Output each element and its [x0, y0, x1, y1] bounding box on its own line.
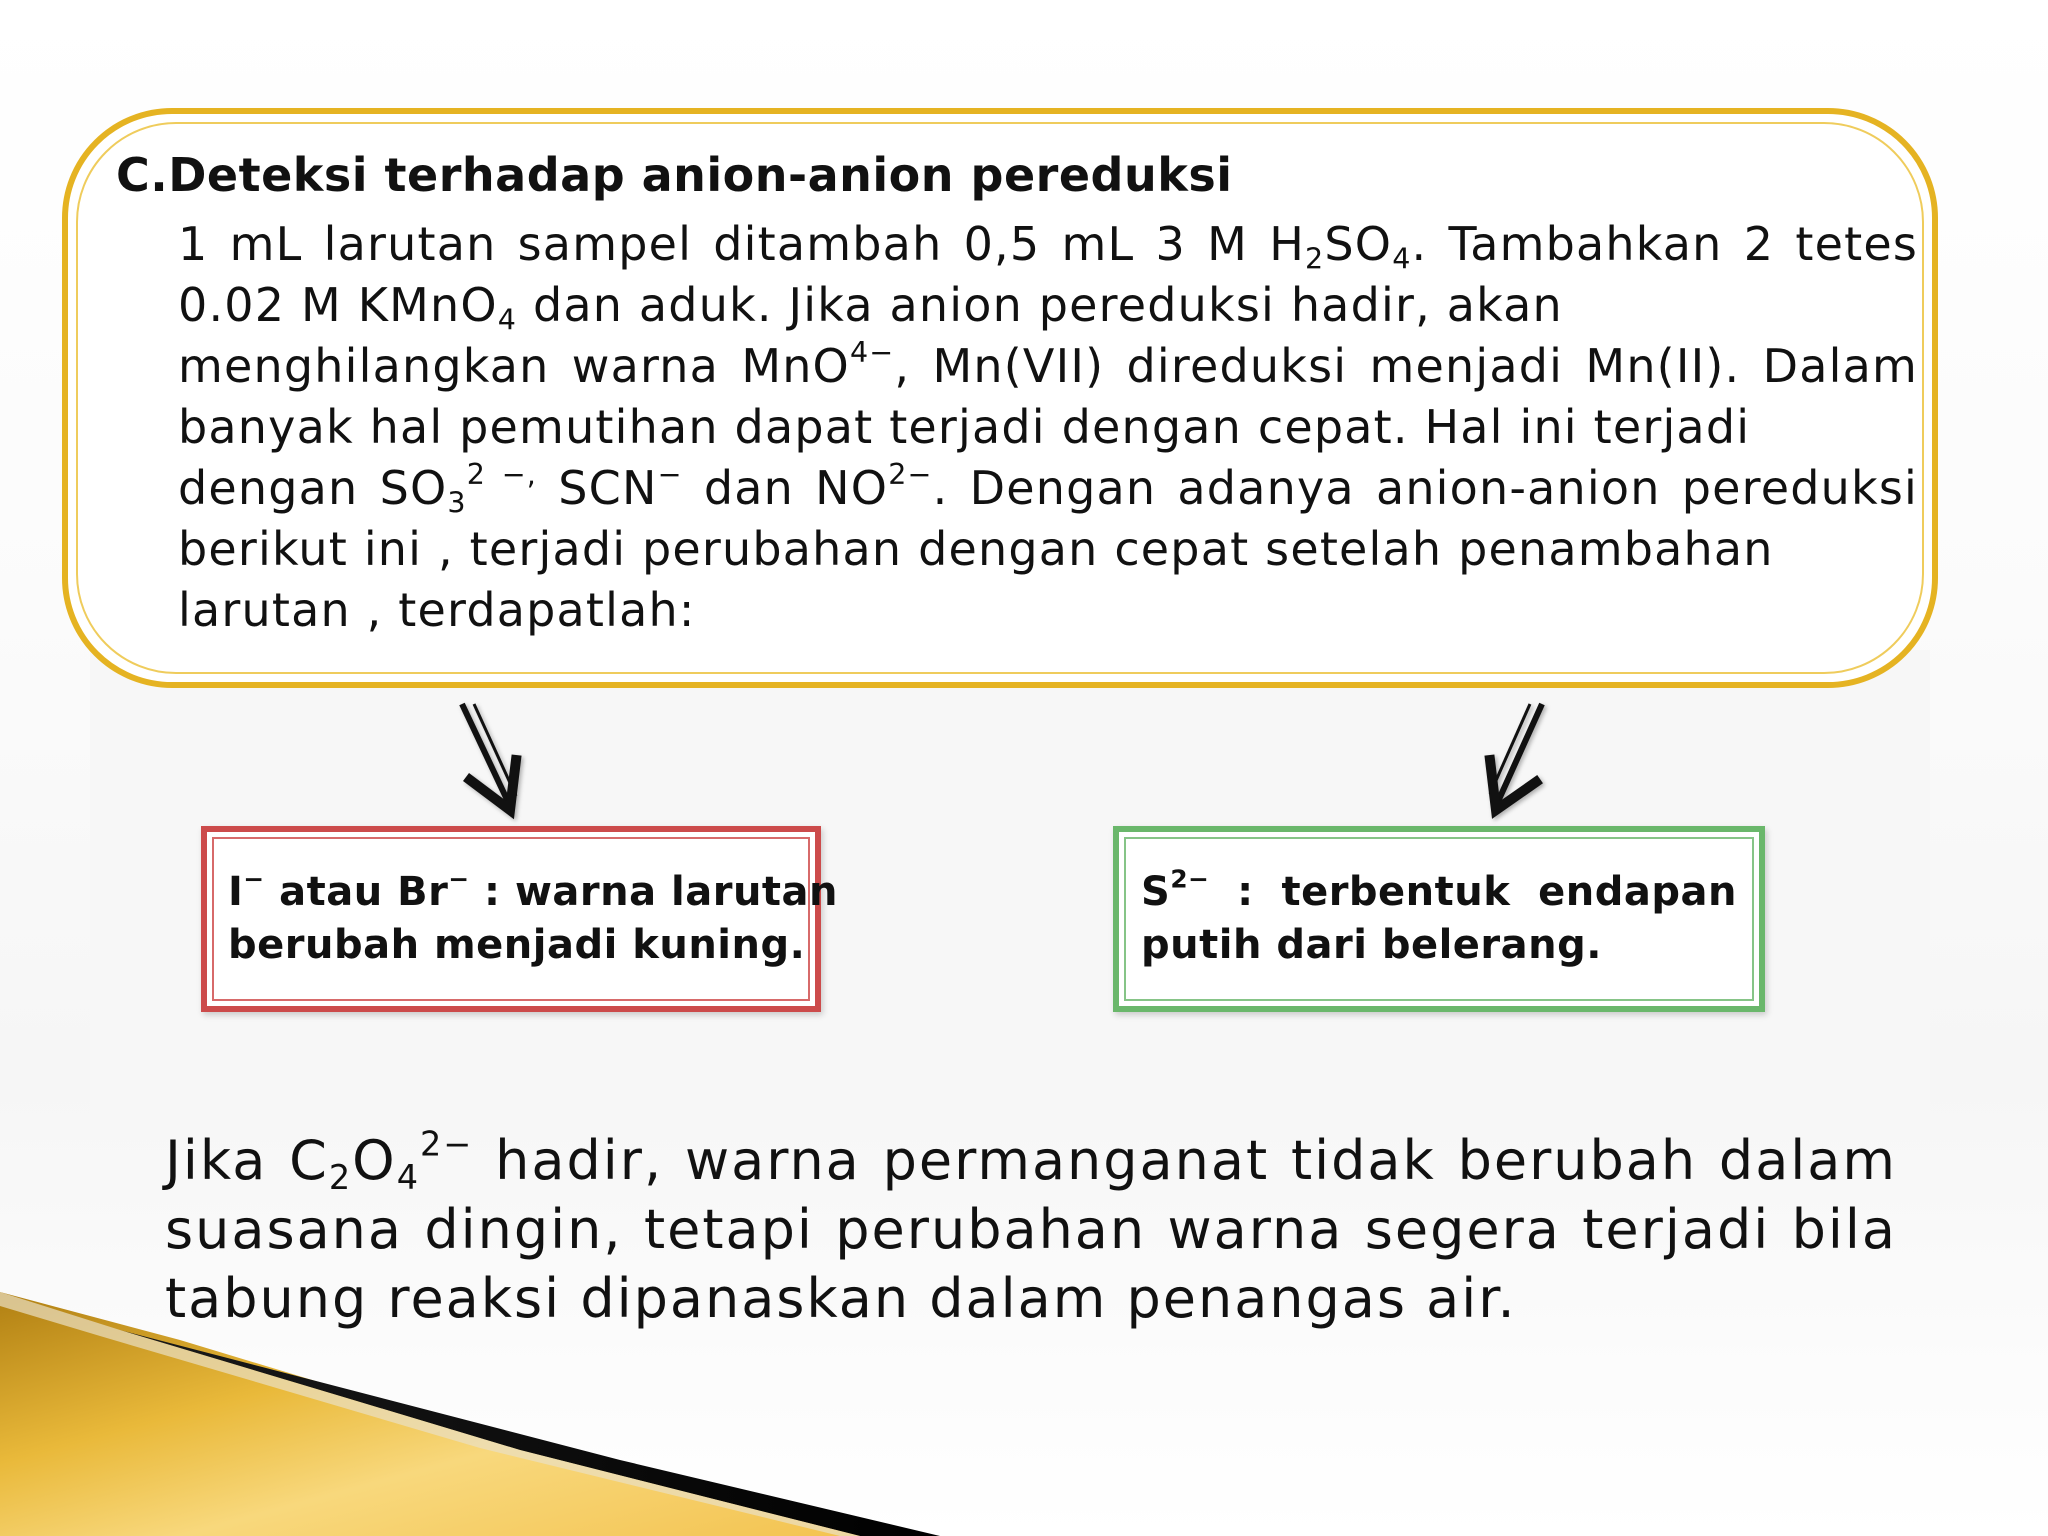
arrow-down-left-icon: [1456, 700, 1556, 825]
result-right-line-1: $S^{2-}$ : terbentuk endapan: [1141, 864, 1737, 915]
result-left-line-2: berubah menjadi kuning.: [228, 922, 806, 968]
paragraph-line-1: 1 mL larutan sampel ditambah 0,5 mL 3 M $H_2SO_4$. Tambahkan 2 tetes: [178, 217, 1918, 276]
result-right-line-2: putih dari belerang.: [1141, 922, 1602, 968]
result-text-iodide-bromide: [228, 864, 839, 972]
result-text-sulfide: [1141, 866, 1737, 972]
paragraph-line-7: larutan , terdapatlah:: [178, 583, 696, 637]
paragraph-line-2: 0.02 M KMnO$_4$ dan aduk. Jika anion pereduksi hadir, akan: [178, 278, 1563, 337]
paragraph-line-4: banyak hal pemutihan dapat terjadi dengan cepat. Hal ini terjadi: [178, 400, 1751, 454]
result-left-line-1: I− atau Br− : warna larutan: [228, 864, 839, 915]
paragraph-line-5: dengan $SO_3^{2 -,}$ SCN− dan $NO^{2-}$. Dengan adanya anion-anion pereduksi: [178, 458, 1918, 520]
description-paragraph: [178, 214, 1918, 641]
note-line-3: tabung reaksi dipanaskan dalam penangas air.: [165, 1267, 1517, 1330]
section-heading: C.Deteksi terhadap anion-anion pereduksi: [116, 148, 1233, 202]
result-box-sulfide: [1113, 826, 1765, 1012]
paragraph-line-3: menghilangkan warna MnO$^{4-}$, Mn(VII) direduksi menjadi Mn(II). Dalam: [178, 336, 1918, 393]
result-box-iodide-bromide: [201, 826, 839, 1012]
paragraph-line-6: berikut ini , terjadi perubahan dengan cepat setelah penambahan: [178, 522, 1774, 576]
note-line-2: suasana dingin, tetapi perubahan warna segera terjadi bila: [165, 1198, 1897, 1261]
arrow-down-right-icon: [448, 700, 548, 825]
note-line-1: Jika $C_2O_4^{2-}$ hadir, warna permanganat tidak berubah dalam: [165, 1124, 1897, 1198]
oxalate-note: [165, 1126, 1897, 1333]
